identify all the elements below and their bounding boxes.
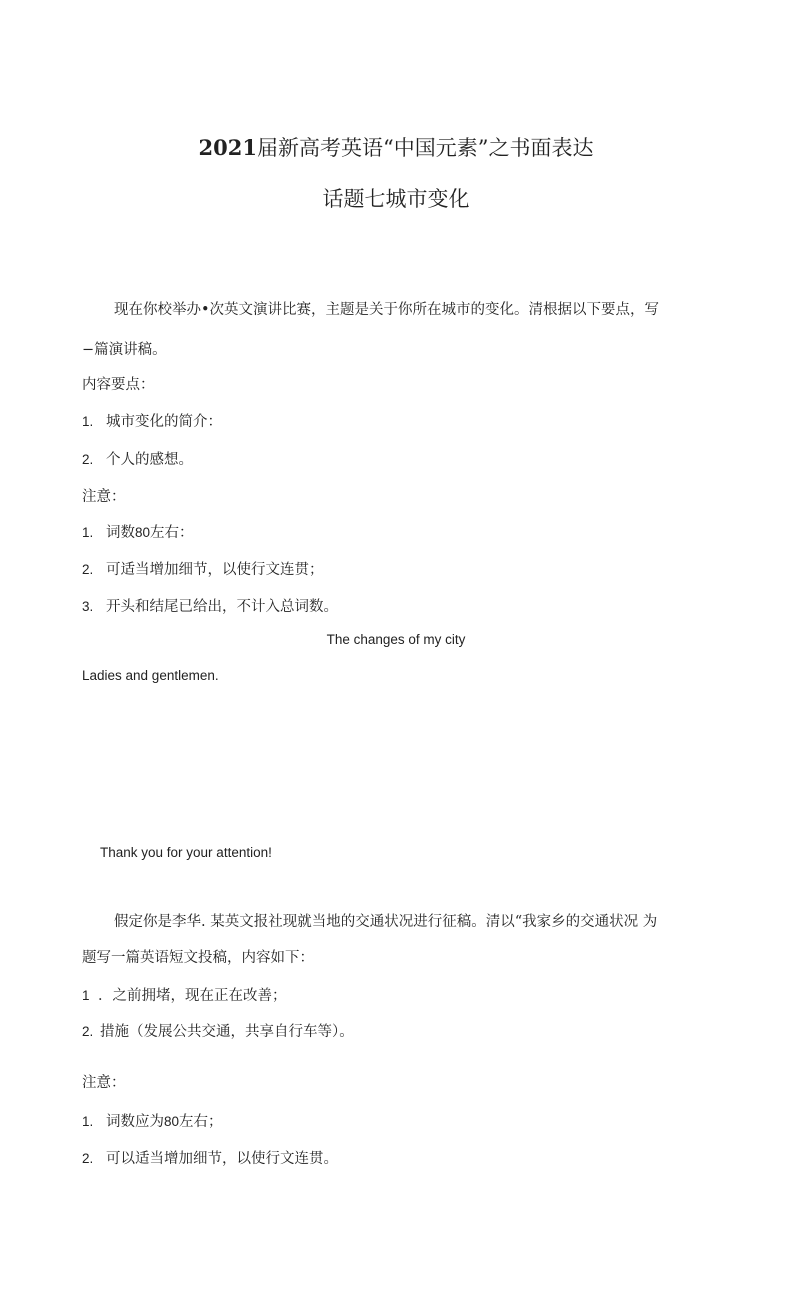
point-number: 2. [82,452,94,467]
note-word-count: 80 [135,525,151,540]
task1-note-3 [82,595,338,616]
task1-note-2 [82,558,324,579]
task2-note-1 [82,1110,223,1131]
task1-points-label: 内容要点： [82,377,155,393]
point-text: 措施（发展公共交通，共享自行车等）。 [100,1024,354,1040]
note-text: 可以适当增加细节，以使行文连贯。 [106,1151,338,1167]
task1-prompt-line2: −篇演讲稿。 [82,342,167,358]
note-text-pre: 词数 [106,525,135,541]
document-subtitle: 话题七城市变化 [322,187,470,211]
point-text: ．之前拥堵，现在正在改善； [98,988,287,1004]
essay-title: The changes of my city [326,632,466,647]
task2-point-2 [82,1020,354,1041]
title-year: 2021 [198,135,257,160]
note-text-post: 左右； [179,1114,223,1130]
point-number: 2. [82,1024,94,1039]
note-text-post: 左右： [150,525,194,541]
note-number: 1. [82,525,94,540]
task1-note-1 [82,521,194,542]
note-number: 3. [82,599,94,614]
essay-greeting: Ladies and gentlemen. [82,668,219,683]
task2-prompt-line1: 假定你是李华. 某英文报社现就当地的交通状况进行征稿。清以“我家乡的交通状况 为 [114,914,658,930]
note-number: 1. [82,1114,94,1129]
note-word-count: 80 [164,1114,180,1129]
task1-notes-label: 注意： [82,489,126,505]
task1-point-2 [82,448,193,469]
task2-prompt-line2: 题写一篇英语短文投稿，内容如下： [82,950,314,966]
task2-notes-label: 注意： [82,1075,126,1091]
point-number: 1 [82,988,90,1003]
task2-note-2 [82,1147,338,1168]
note-text: 开头和结尾已给出，不计入总词数。 [106,599,338,615]
document-title [0,132,792,162]
point-number: 1. [82,414,94,429]
title-text: 届新高考英语“中国元素”之书面表达 [256,136,594,160]
task1-point-1 [82,410,222,431]
note-number: 2. [82,1151,94,1166]
note-text: 可适当增加细节，以使行文连贯； [106,562,324,578]
point-text: 城市变化的简介： [106,414,222,430]
note-text-pre: 词数应为 [106,1114,164,1130]
point-text: 个人的感想。 [106,452,193,468]
essay-closing: Thank you for your attention! [100,845,272,860]
note-number: 2. [82,562,94,577]
task1-prompt-line1: 现在你校举办•次英文演讲比赛，主题是关于你所在城市的变化。清根据以下要点，写 [114,302,660,318]
task2-point-1 [82,984,287,1005]
